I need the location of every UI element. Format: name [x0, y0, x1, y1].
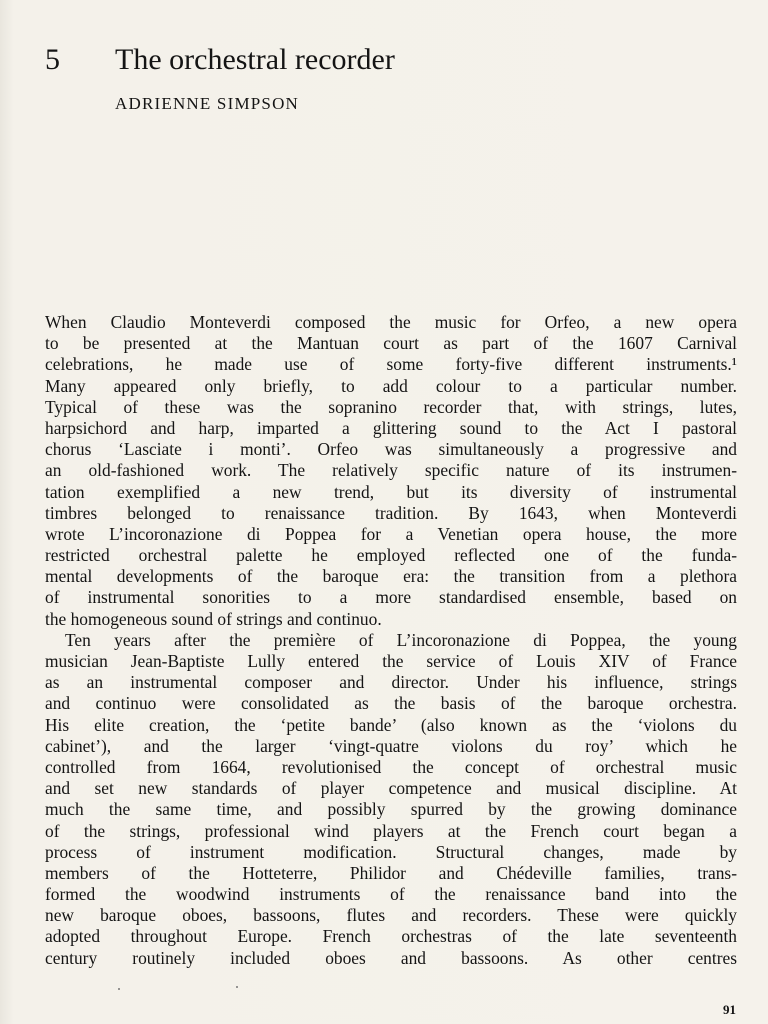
- body-line: and continuo were consolidated as the basis of the baroque orchestra.: [45, 693, 737, 714]
- chapter-author: ADRIENNE SIMPSON: [115, 94, 300, 113]
- body-line: an old-fashioned work. The relatively specific nature of its instrumen-: [45, 460, 737, 481]
- body-line: musician Jean-Baptiste Lully entered the service of Louis XIV of France: [45, 651, 737, 671]
- body-line: members of the Hotteterre, Philidor and Chédeville families, trans-: [45, 862, 737, 883]
- body-line: adopted throughout Europe. French orchestras of the late seventeenth: [45, 926, 737, 947]
- body-line: process of instrument modification. Structural changes, made by: [45, 841, 737, 862]
- body-line: as an instrumental composer and director. Under his influence, strings: [45, 672, 737, 693]
- body-line: restricted orchestral palette he employed reflected one of the funda-: [45, 545, 737, 566]
- body-line: harpsichord and harp, imparted a glittering sound to the Act I pastoral: [45, 417, 737, 438]
- body-line: Many appeared only briefly, to add colour to a particular number.: [45, 375, 737, 396]
- print-speck: [118, 988, 120, 990]
- body-line: cabinet’), and the larger ‘vingt-quatre violons du roy’ which he: [45, 735, 737, 756]
- chapter-title: The orchestral recorder: [115, 43, 395, 76]
- body-line: the homogeneous sound of strings and continuo.: [45, 608, 382, 629]
- body-line: mental developments of the baroque era: the transition from a plethora: [45, 566, 737, 587]
- body-line: chorus ‘Lasciate i monti’. Orfeo was simultaneously a progressive and: [45, 439, 737, 460]
- body-line: to be presented at the Mantuan court as part of the 1607 Carnival: [45, 333, 737, 354]
- body-line: much the same time, and possibly spurred by the growing dominance: [45, 799, 737, 820]
- body-text: [45, 312, 737, 969]
- chapter-number: 5: [45, 43, 60, 76]
- body-line: celebrations, he made use of some forty-five different instruments.¹: [45, 354, 737, 375]
- body-line: His elite creation, the ‘petite bande’ (also known as the ‘violons du: [45, 714, 737, 735]
- body-line: Ten years after the première of L’incoronazione di Poppea, the young: [65, 629, 737, 650]
- body-line: When Claudio Monteverdi composed the music for Orfeo, a new opera: [45, 312, 737, 332]
- body-line: tation exemplified a new trend, but its diversity of instrumental: [45, 481, 737, 502]
- body-line: and set new standards of player competence and musical discipline. At: [45, 778, 737, 799]
- body-line: formed the woodwind instruments of the renaissance band into the: [45, 884, 737, 905]
- body-line: century routinely included oboes and bassoons. As other centres: [45, 947, 737, 968]
- body-line: timbres belonged to renaissance tradition. By 1643, when Monteverdi: [45, 502, 737, 523]
- print-speck: [236, 986, 238, 988]
- page-number: 91: [723, 1002, 736, 1017]
- body-line: controlled from 1664, revolutionised the concept of orchestral music: [45, 756, 737, 777]
- body-line: new baroque oboes, bassoons, flutes and recorders. These were quickly: [45, 905, 737, 926]
- body-line: Typical of these was the sopranino recorder that, with strings, lutes,: [45, 396, 737, 417]
- body-line: of instrumental sonorities to a more standardised ensemble, based on: [45, 587, 737, 608]
- body-line: wrote L’incoronazione di Poppea for a Venetian opera house, the more: [45, 523, 737, 544]
- body-line: of the strings, professional wind players at the French court began a: [45, 820, 737, 841]
